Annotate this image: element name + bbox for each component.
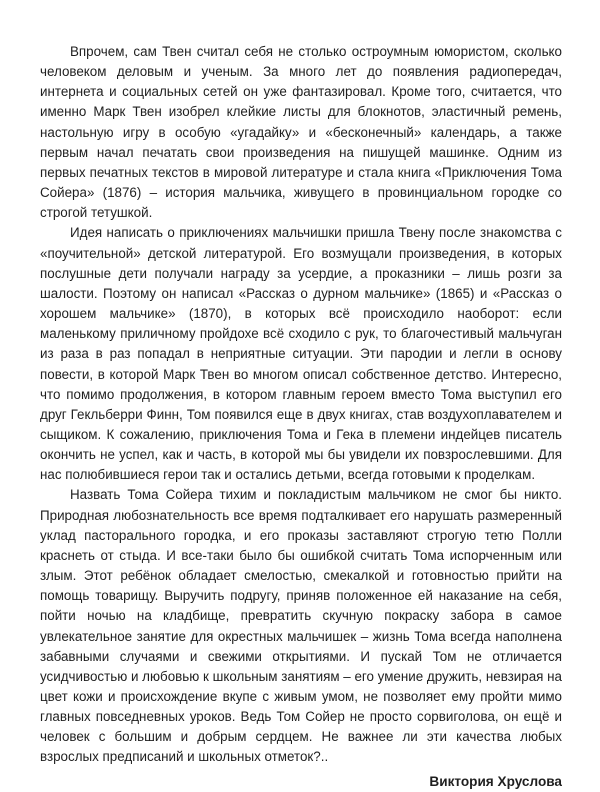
author-signature: Виктория Хруслова	[429, 773, 562, 789]
paragraph-2: Идея написать о приключениях мальчишки пришла Твену после знакомства с «поучительной» детской литературой. Его возмущали произведения, в которых послушные дети получали награду за усердие, а проказники – лишь розги за шалости. Поэтому он написал «Рассказ о дурном мальчике» (1865) и «Рассказ о хорошем мальчике» (1870), в которых всё происходило наоборот: если маленькому приличному пройдохе всё сходило с рук, то благочестивый мальчуган из раза в раз попадал в неприятные ситуации. Эти пародии и легли в основу повести, в которой Марк Твен во многом описал собственное детство. Интересно, что помимо продолжения, в котором главным героем вместо Тома выступил его друг Гекльберри Финн, Том появился еще в двух книгах, став воздухоплавателем и сыщиком. К сожалению, приключения Тома и Гека в племени индейцев писатель окончить не успел, как и часть, в которой мы бы увидели их повзрослевшими. Для нас полюбившиеся герои так и остались детьми, всегда готовыми к проделкам.	[40, 225, 562, 483]
paragraph-1: Впрочем, сам Твен считал себя не столько остроумным юмористом, сколько человеком деловым и ученым. За много лет до появления радиопередач, интернета и социальных сетей он уже фантазировал. Кроме того, считается, что именно Марк Твен изобрел клейкие листы для блокнотов, эластичный ремень, настольную игру в особую «угадайку» и «бесконечный» календарь, а также первым начал печатать свои произведения на пишущей машинке. Одним из первых печатных текстов в мировой литературе и стала книга «Приключения Тома Сойера» (1876) – история мальчика, живущего в провинциальном городке со строгой тетушкой.	[40, 44, 562, 221]
paragraph-3: Назвать Тома Сойера тихим и покладистым мальчиком не смог бы никто. Природная любознательность все время подталкивает его нарушать размеренный уклад пасторального городка, и его проказы заставляют строгую тетю Полли краснеть от стыда. И все-таки было бы ошибкой считать Тома испорченным или злым. Этот ребёнок обладает смелостью, смекалкой и готовностью прийти на помощь товарищу. Выручить подругу, приняв положенное ей наказание на себя, пойти ночью на кладбище, превратить скучную покраску забора в самое увлекательное занятие для окрестных мальчишек – жизнь Тома всегда наполнена забавными случаями и свежими открытиями. И пускай Том не отличается усидчивостью и любовью к школьным занятиям – его умение дружить, невзирая на цвет кожи и происхождение вкупе с живым умом, не позволяет ему пройти мимо главных повседневных уроков. Ведь Том Сойер не просто сорвиголова, он ещё и человек с большим и добрым сердцем. Не важнее ли эти качества любых взрослых предписаний и школьных отметок?..	[40, 487, 562, 765]
